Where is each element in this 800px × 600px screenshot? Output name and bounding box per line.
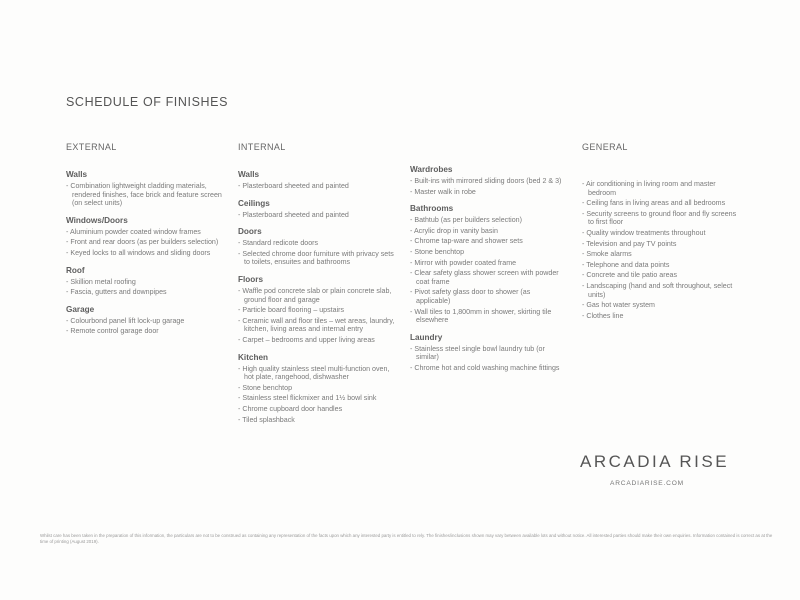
website-url: ARCADIARISE.COM <box>610 480 684 487</box>
finish-list <box>66 228 226 258</box>
finish-item: - Wall tiles to 1,800mm in shower, skirting tile elsewhere <box>410 308 565 325</box>
finish-item: - Mirror with powder coated frame <box>410 259 565 268</box>
finish-list <box>66 278 226 297</box>
finish-list <box>410 177 565 196</box>
finish-item: - Chrome cupboard door handles <box>238 405 398 414</box>
finish-item: - Aluminium powder coated window frames <box>66 228 226 237</box>
finish-item: - Remote control garage door <box>66 327 226 336</box>
finish-item: - Concrete and tile patio areas <box>582 271 742 280</box>
section-title: Garage <box>66 304 95 314</box>
finish-list <box>410 216 565 325</box>
finish-section <box>582 180 742 320</box>
finish-item: - Particle board flooring – upstairs <box>238 306 398 315</box>
column-heading: INTERNAL <box>238 142 286 152</box>
page-title: SCHEDULE OF FINISHES <box>66 95 229 109</box>
finish-item: - Gas hot water system <box>582 301 742 310</box>
section-title: Ceilings <box>238 198 270 208</box>
finish-item: - Clear safety glass shower screen with powder coat frame <box>410 269 565 286</box>
finish-item: - Fascia, gutters and downpipes <box>66 288 226 297</box>
finish-list <box>238 365 398 425</box>
finish-item: - Stainless steel single bowl laundry tub (or similar) <box>410 345 565 362</box>
finish-item: - Security screens to ground floor and fly screens to first floor <box>582 210 742 227</box>
column-heading: GENERAL <box>582 142 628 152</box>
finish-item: - Keyed locks to all windows and sliding doors <box>66 249 226 258</box>
finish-item: - Colourbond panel lift lock-up garage <box>66 317 226 326</box>
finish-item: - Chrome hot and cold washing machine fittings <box>410 364 565 373</box>
section-title: Bathrooms <box>410 204 454 214</box>
column-internal <box>238 142 398 432</box>
finish-item: - Carpet – bedrooms and upper living areas <box>238 336 398 345</box>
finish-item: - High quality stainless steel multi-function oven, hot plate, rangehood, dishwasher <box>238 365 398 382</box>
finish-item: - Front and rear doors (as per builders selection) <box>66 238 226 247</box>
finish-item: - Television and pay TV points <box>582 240 742 249</box>
finish-section <box>238 170 398 191</box>
finish-item: - Landscaping (hand and soft throughout, select units) <box>582 282 742 299</box>
finish-section <box>410 204 565 325</box>
finish-item: - Chrome tap-ware and shower sets <box>410 237 565 246</box>
finish-list <box>238 211 398 220</box>
finish-item: - Skillion metal roofing <box>66 278 226 287</box>
finish-item: - Tiled splashback <box>238 416 398 425</box>
finish-section <box>410 165 565 196</box>
finish-item: - Ceramic wall and floor tiles – wet areas, laundry, kitchen, living areas and internal entry <box>238 317 398 334</box>
finish-item: - Bathtub (as per builders selection) <box>410 216 565 225</box>
finish-list <box>238 287 398 345</box>
finish-item: - Master walk in robe <box>410 188 565 197</box>
finish-section <box>238 353 398 425</box>
disclaimer: Whilst care has been taken in the preparation of this information, the particulars are not to be construed as containing any representation of the facts upon which any interested party is entitled to rely. The finishes/inclusions shown may vary between available lots and without notice. All interested parties should make their own enquiries. Information contained is correct as at the time of printing (August 2019). <box>40 533 773 544</box>
finish-item: - Combination lightweight cladding materials, rendered finishes, face brick and feature screen (on select units) <box>66 182 226 208</box>
finish-list <box>582 180 742 320</box>
finish-section <box>238 199 398 220</box>
finish-section <box>66 216 226 258</box>
finish-item: - Waffle pod concrete slab or plain concrete slab, ground floor and garage <box>238 287 398 304</box>
finish-section <box>238 275 398 345</box>
finish-section <box>66 266 226 297</box>
finish-section <box>66 305 226 336</box>
finish-item: - Stone benchtop <box>410 248 565 257</box>
section-title: Walls <box>238 170 260 179</box>
section-title: Windows/Doors <box>66 215 128 225</box>
finish-item: - Telephone and data points <box>582 261 742 270</box>
finish-list <box>66 317 226 336</box>
column-external <box>66 142 226 344</box>
section-title: Walls <box>66 170 88 179</box>
section-title: Doors <box>238 227 262 237</box>
finish-item: - Clothes line <box>582 312 742 321</box>
finish-section <box>410 333 565 373</box>
finish-item: - Acrylic drop in vanity basin <box>410 227 565 236</box>
column-general <box>582 142 742 328</box>
finish-item: - Stone benchtop <box>238 384 398 393</box>
section-title: Roof <box>66 265 85 275</box>
section-title: Kitchen <box>238 352 269 362</box>
section-title: Floors <box>238 274 264 284</box>
brand-logo-text: ARCADIA RISE <box>580 452 730 471</box>
finish-item: - Plasterboard sheeted and painted <box>238 211 398 220</box>
finish-item: - Stainless steel flickmixer and 1½ bowl sink <box>238 394 398 403</box>
finish-list <box>238 239 398 267</box>
finish-item: - Selected chrome door furniture with privacy sets to toilets, ensuites and bathrooms <box>238 250 398 267</box>
finish-item: - Smoke alarms <box>582 250 742 259</box>
section-title: Wardrobes <box>410 165 453 174</box>
finish-list <box>410 345 565 373</box>
finish-list <box>66 182 226 208</box>
section-title: Laundry <box>410 332 443 342</box>
finish-item: - Ceiling fans in living areas and all bedrooms <box>582 199 742 208</box>
finish-section <box>66 170 226 208</box>
column-heading: EXTERNAL <box>66 142 117 152</box>
finish-list <box>238 182 398 191</box>
finish-item: - Quality window treatments throughout <box>582 229 742 238</box>
finish-item: - Pivot safety glass door to shower (as applicable) <box>410 288 565 305</box>
finish-item: - Air conditioning in living room and master bedroom <box>582 180 742 197</box>
finish-section <box>238 227 398 267</box>
finish-item: - Plasterboard sheeted and painted <box>238 182 398 191</box>
finish-item: - Standard redicote doors <box>238 239 398 248</box>
finish-item: - Built-ins with mirrored sliding doors (bed 2 & 3) <box>410 177 565 186</box>
column-internal-continued <box>410 165 565 381</box>
